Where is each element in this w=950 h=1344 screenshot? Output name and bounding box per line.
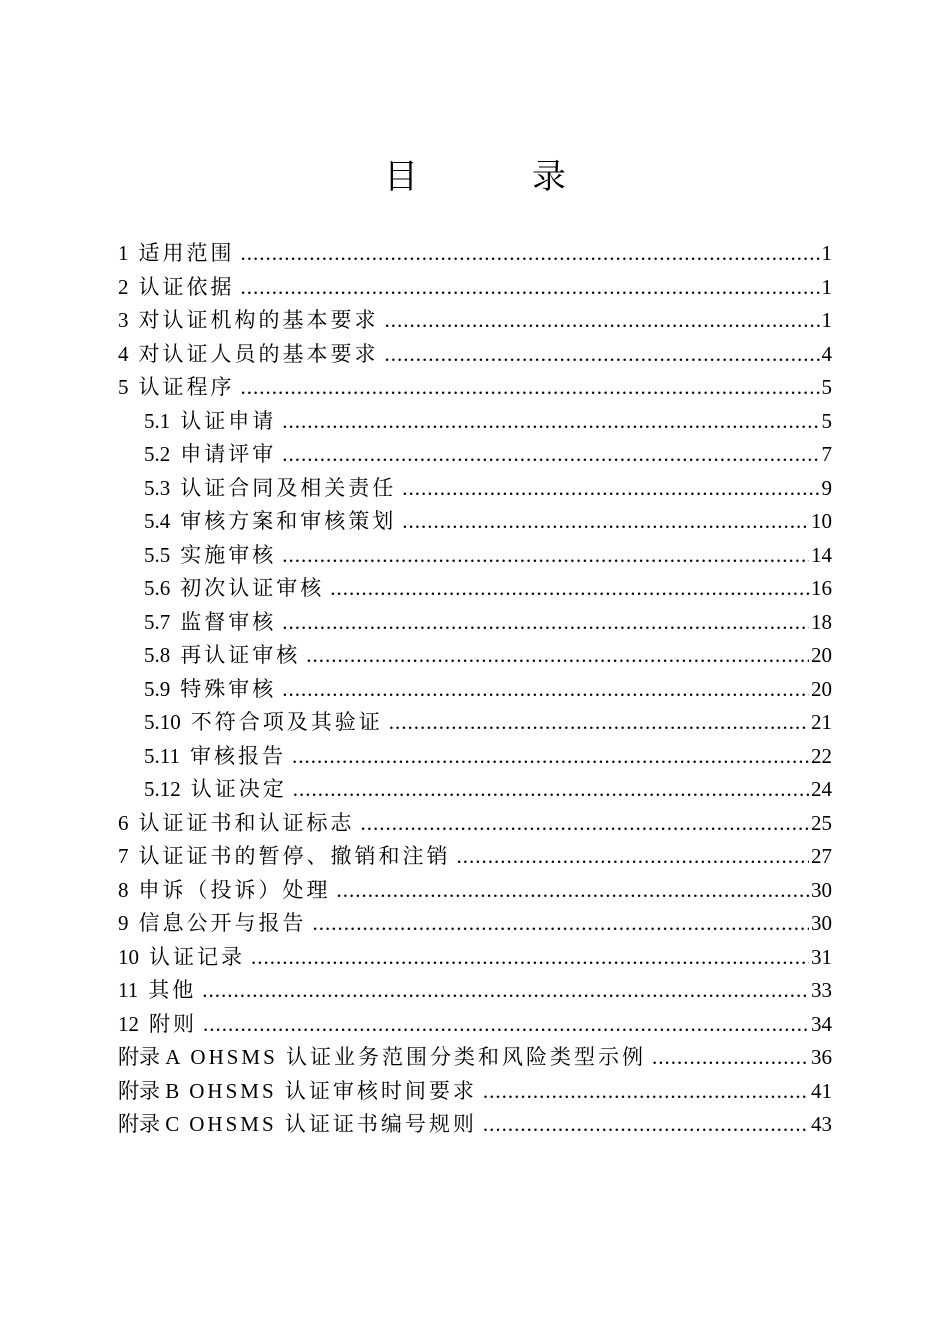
toc-entry-number: 5.7: [144, 609, 171, 634]
toc-subentry[interactable]: [118, 673, 832, 707]
toc-entry-number: 5.12: [144, 777, 181, 801]
toc-entry-number: 5.9: [144, 676, 171, 701]
toc-entry-page: 18: [811, 609, 832, 634]
toc-entry-page: 33: [811, 978, 832, 1002]
toc-entry-number: 5.5: [144, 542, 171, 567]
toc-leader-dots: [292, 740, 809, 774]
toc-entry-label: 审核报告: [189, 743, 286, 768]
toc-entry-page: 30: [811, 877, 832, 902]
toc-entry-page: 30: [811, 911, 832, 935]
toc-entry-number: 4: [118, 341, 129, 366]
toc-entry-page: 31: [811, 944, 832, 969]
toc-entry-label: 申诉（投诉）处理: [138, 877, 331, 902]
toc-entry-number: 5.1: [144, 408, 171, 433]
toc-entry-label: 审核方案和审核策划: [180, 509, 397, 533]
page-title: 目 录: [384, 157, 606, 197]
toc-entry-number: 6: [118, 810, 129, 835]
toc-entry-page: 25: [811, 810, 832, 835]
toc-entry[interactable]: [118, 271, 832, 305]
toc-leader-dots: [483, 1075, 809, 1109]
toc-entry-label: 特殊审核: [180, 676, 277, 701]
toc-entry-number: 9: [118, 911, 129, 935]
toc-entry-page: 10: [811, 509, 832, 533]
toc-leader-dots: [330, 572, 809, 606]
toc-entry-number: 5.4: [144, 509, 171, 533]
toc-entry-number: 8: [118, 877, 129, 902]
toc-leader-dots: [241, 371, 820, 405]
toc-leader-dots: [241, 237, 820, 271]
toc-subentry[interactable]: [118, 539, 832, 573]
toc-entry-label: 认证记录: [149, 944, 245, 969]
toc-entry-number: 2: [118, 274, 129, 299]
toc-entry-page: 9: [821, 475, 832, 500]
toc-entry-number: 附录 B: [118, 1078, 180, 1103]
toc-appendix-entry[interactable]: [118, 1075, 832, 1109]
toc-entry-page: 4: [821, 341, 832, 366]
toc-entry-label: 对认证人员的基本要求: [138, 341, 379, 366]
toc-entry-label: OHSMS 认证审核时间要求: [189, 1078, 477, 1103]
toc-entry-page: 20: [811, 676, 832, 701]
toc-entry-page: 5: [821, 408, 832, 433]
toc-entry-label: OHSMS 认证业务范围分类和风险类型示例: [190, 1045, 647, 1069]
toc-entry-label: 监督审核: [180, 609, 277, 634]
toc-subentry[interactable]: [118, 606, 832, 640]
toc-entry-number: 1: [118, 241, 129, 265]
toc-entry[interactable]: [118, 807, 832, 841]
toc-entry[interactable]: [118, 371, 832, 405]
toc-entry-page: 14: [811, 542, 832, 567]
toc-leader-dots: [282, 405, 819, 439]
toc-leader-dots: [402, 505, 809, 539]
toc-entry-page: 43: [811, 1112, 832, 1136]
toc-entry-page: 36: [811, 1045, 832, 1069]
toc-entry-number: 7: [118, 844, 129, 868]
toc-leader-dots: [457, 840, 810, 874]
table-of-contents: [118, 237, 832, 1142]
toc-leader-dots: [385, 338, 820, 372]
toc-entry-label: 认证依据: [138, 274, 235, 299]
toc-leader-dots: [402, 472, 819, 506]
toc-entry-label: 认证证书和认证标志: [138, 810, 355, 835]
toc-leader-dots: [389, 706, 809, 740]
toc-entry-label: 认证决定: [190, 777, 287, 801]
toc-entry-page: 21: [811, 710, 832, 734]
toc-leader-dots: [282, 673, 809, 707]
toc-entry-number: 10: [118, 944, 139, 969]
toc-subentry[interactable]: [118, 706, 832, 740]
toc-subentry[interactable]: [118, 773, 832, 807]
toc-entry-page: 1: [821, 274, 832, 299]
toc-entry-page: 20: [811, 643, 832, 667]
toc-entry-label: 认证证书的暂停、撤销和注销: [138, 844, 451, 868]
toc-entry-label: 信息公开与报告: [138, 911, 307, 935]
toc-entry-number: 5.11: [144, 743, 180, 768]
toc-leader-dots: [282, 606, 809, 640]
toc-leader-dots: [251, 941, 809, 975]
toc-leader-dots: [361, 807, 810, 841]
toc-entry[interactable]: [118, 338, 832, 372]
toc-entry-number: 12: [118, 1011, 139, 1036]
toc-entry-page: 7: [821, 442, 832, 466]
toc-entry-label: 申请评审: [180, 442, 277, 466]
toc-entry-number: 5.6: [144, 576, 171, 600]
toc-entry-page: 1: [821, 308, 832, 332]
toc-entry[interactable]: [118, 874, 832, 908]
toc-entry-label: 认证申请: [180, 408, 277, 433]
toc-subentry[interactable]: [118, 438, 832, 472]
toc-entry[interactable]: [118, 907, 832, 941]
toc-subentry[interactable]: [118, 572, 832, 606]
toc-subentry[interactable]: [118, 405, 832, 439]
toc-leader-dots: [385, 304, 820, 338]
toc-leader-dots: [202, 974, 809, 1008]
toc-entry-number: 附录 A: [118, 1045, 181, 1069]
toc-subentry[interactable]: [118, 505, 832, 539]
toc-leader-dots: [241, 271, 820, 305]
toc-entry-label: OHSMS 认证证书编号规则: [189, 1112, 477, 1136]
toc-leader-dots: [483, 1108, 809, 1142]
toc-entry-label: 认证合同及相关责任: [180, 475, 397, 500]
toc-entry-label: 初次认证审核: [180, 576, 325, 600]
toc-entry-page: 24: [811, 777, 832, 801]
toc-entry-label: 认证程序: [138, 375, 235, 399]
toc-entry-number: 5.3: [144, 475, 171, 500]
toc-leader-dots: [282, 438, 819, 472]
toc-leader-dots: [282, 539, 809, 573]
toc-entry-number: 5: [118, 375, 129, 399]
toc-entry-page: 22: [811, 743, 832, 768]
toc-entry[interactable]: [118, 237, 832, 271]
toc-entry-label: 附则: [149, 1011, 197, 1036]
toc-entry-page: 41: [811, 1078, 832, 1103]
toc-entry-label: 实施审核: [180, 542, 277, 567]
toc-entry-number: 11: [118, 978, 139, 1002]
toc-entry-label: 其他: [148, 978, 197, 1002]
toc-entry[interactable]: [118, 974, 832, 1008]
toc-entry-label: 适用范围: [138, 241, 235, 265]
toc-entry-number: 5.10: [144, 710, 181, 734]
toc-leader-dots: [313, 907, 810, 941]
toc-entry-page: 27: [811, 844, 832, 868]
toc-entry-page: 1: [821, 241, 832, 265]
toc-entry-label: 不符合项及其验证: [190, 710, 383, 734]
toc-leader-dots: [337, 874, 810, 908]
toc-entry-label: 再认证审核: [180, 643, 301, 667]
toc-subentry[interactable]: [118, 639, 832, 673]
toc-entry-number: 5.2: [144, 442, 171, 466]
toc-leader-dots: [306, 639, 809, 673]
toc-entry[interactable]: [118, 941, 832, 975]
toc-appendix-entry[interactable]: [118, 1041, 832, 1075]
toc-entry-page: 16: [811, 576, 832, 600]
toc-entry[interactable]: [118, 840, 832, 874]
toc-subentry[interactable]: [118, 740, 832, 774]
toc-appendix-entry[interactable]: [118, 1108, 832, 1142]
toc-entry-page: 5: [821, 375, 832, 399]
toc-leader-dots: [293, 773, 809, 807]
toc-leader-dots: [203, 1008, 809, 1042]
toc-entry-number: 附录 C: [118, 1112, 180, 1136]
toc-entry-number: 3: [118, 308, 129, 332]
toc-entry-number: 5.8: [144, 643, 171, 667]
toc-entry[interactable]: [118, 304, 832, 338]
toc-entry-page: 34: [811, 1011, 832, 1036]
toc-entry-label: 对认证机构的基本要求: [138, 308, 379, 332]
toc-subentry[interactable]: [118, 472, 832, 506]
toc-entry[interactable]: [118, 1008, 832, 1042]
toc-leader-dots: [652, 1041, 809, 1075]
